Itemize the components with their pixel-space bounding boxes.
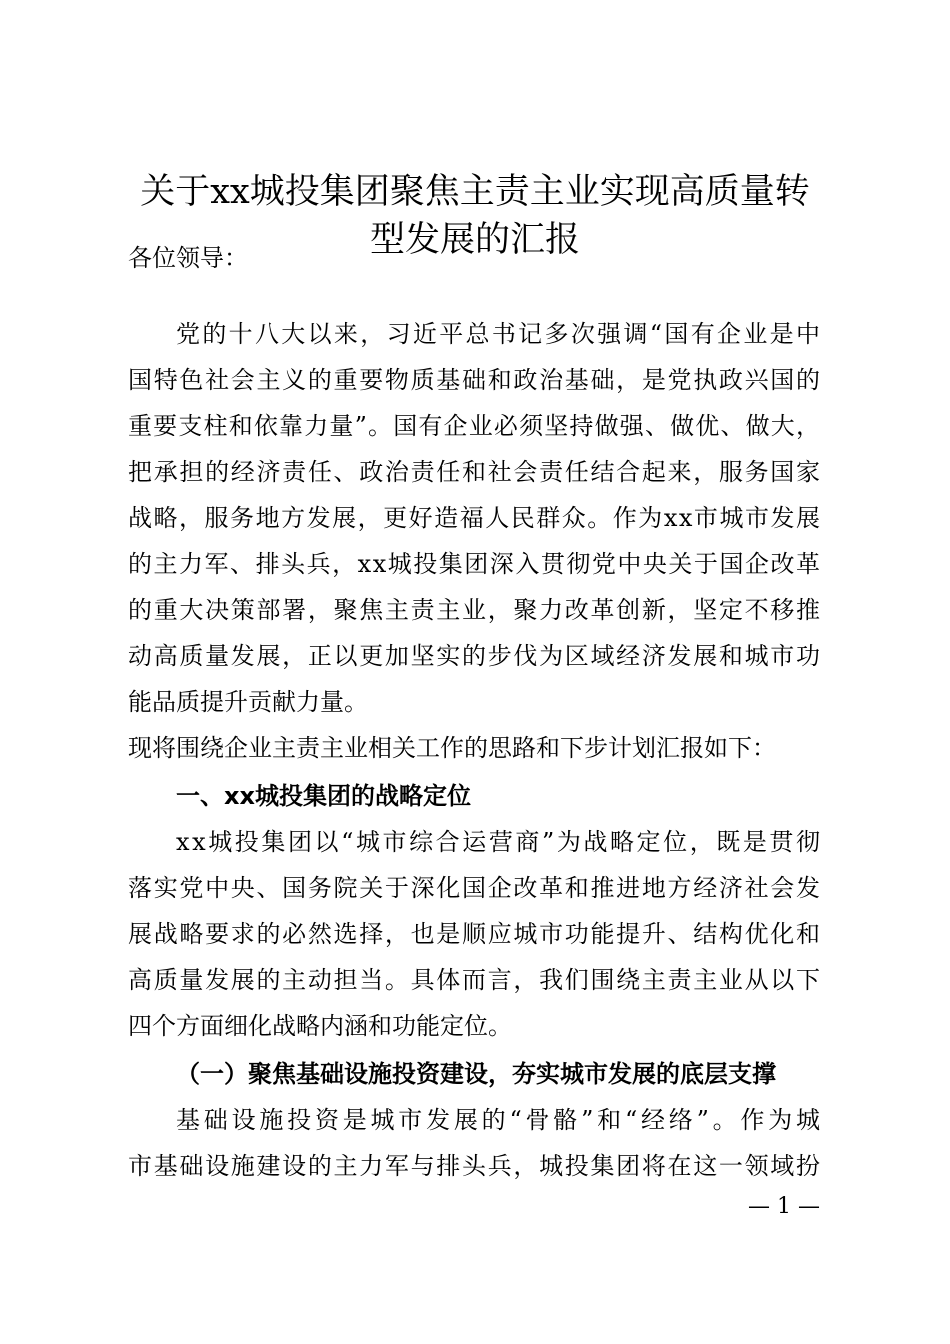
- salutation: 各位领导：: [128, 244, 248, 272]
- paragraph-1-line: 的主力军、排头兵，xx城投集团深入贯彻党中央关于国企改革: [128, 550, 822, 578]
- page-number: — 1 —: [748, 1194, 820, 1219]
- paragraph-2-line: 落实党中央、国务院关于深化国企改革和推进地方经济社会发: [128, 874, 822, 902]
- paragraph-3-line: 市基础设施建设的主力军与排头兵，城投集团将在这一领域扮: [128, 1152, 822, 1180]
- intro-line: 现将围绕企业主责主业相关工作的思路和下步计划汇报如下：: [128, 734, 776, 762]
- paragraph-1-line: 的重大决策部署，聚焦主责主业，聚力改革创新，坚定不移推: [128, 596, 822, 624]
- paragraph-1-line: 党的十八大以来，习近平总书记多次强调“国有企业是中: [176, 320, 823, 348]
- paragraph-1-line: 把承担的经济责任、政治责任和社会责任结合起来，服务国家: [128, 458, 822, 486]
- paragraph-1-line: 国特色社会主义的重要物质基础和政治基础，是党执政兴国的: [128, 366, 822, 394]
- paragraph-3-line: 基础设施投资是城市发展的“骨骼”和“经络”。作为城: [176, 1106, 824, 1134]
- section-1-heading: 一、xx城投集团的战略定位: [176, 782, 471, 810]
- paragraph-1-line: 能品质提升贡献力量。: [128, 688, 368, 716]
- document-title-line-2: 型发展的汇报: [369, 220, 580, 260]
- paragraph-2-line: 高质量发展的主动担当。具体而言，我们围绕主责主业从以下: [128, 966, 822, 994]
- paragraph-1-line: 动高质量发展，正以更加坚实的步伐为区域经济发展和城市功: [128, 642, 822, 670]
- paragraph-2-line: 展战略要求的必然选择，也是顺应城市功能提升、结构优化和: [128, 920, 822, 948]
- paragraph-2-line: 四个方面细化战略内涵和功能定位。: [128, 1012, 512, 1040]
- document-title-line-1: 关于xx城投集团聚焦主责主业实现高质量转: [140, 172, 810, 212]
- paragraph-1-line: 战略，服务地方发展，更好造福人民群众。作为xx市城市发展: [128, 504, 822, 532]
- paragraph-1-line: 重要支柱和依靠力量”。国有企业必须坚持做强、做优、做大，: [128, 412, 822, 440]
- paragraph-2-line: xx城投集团以“城市综合运营商”为战略定位，既是贯彻: [176, 828, 823, 856]
- subsection-1-heading: （一）聚焦基础设施投资建设，夯实城市发展的底层支撑: [176, 1060, 776, 1088]
